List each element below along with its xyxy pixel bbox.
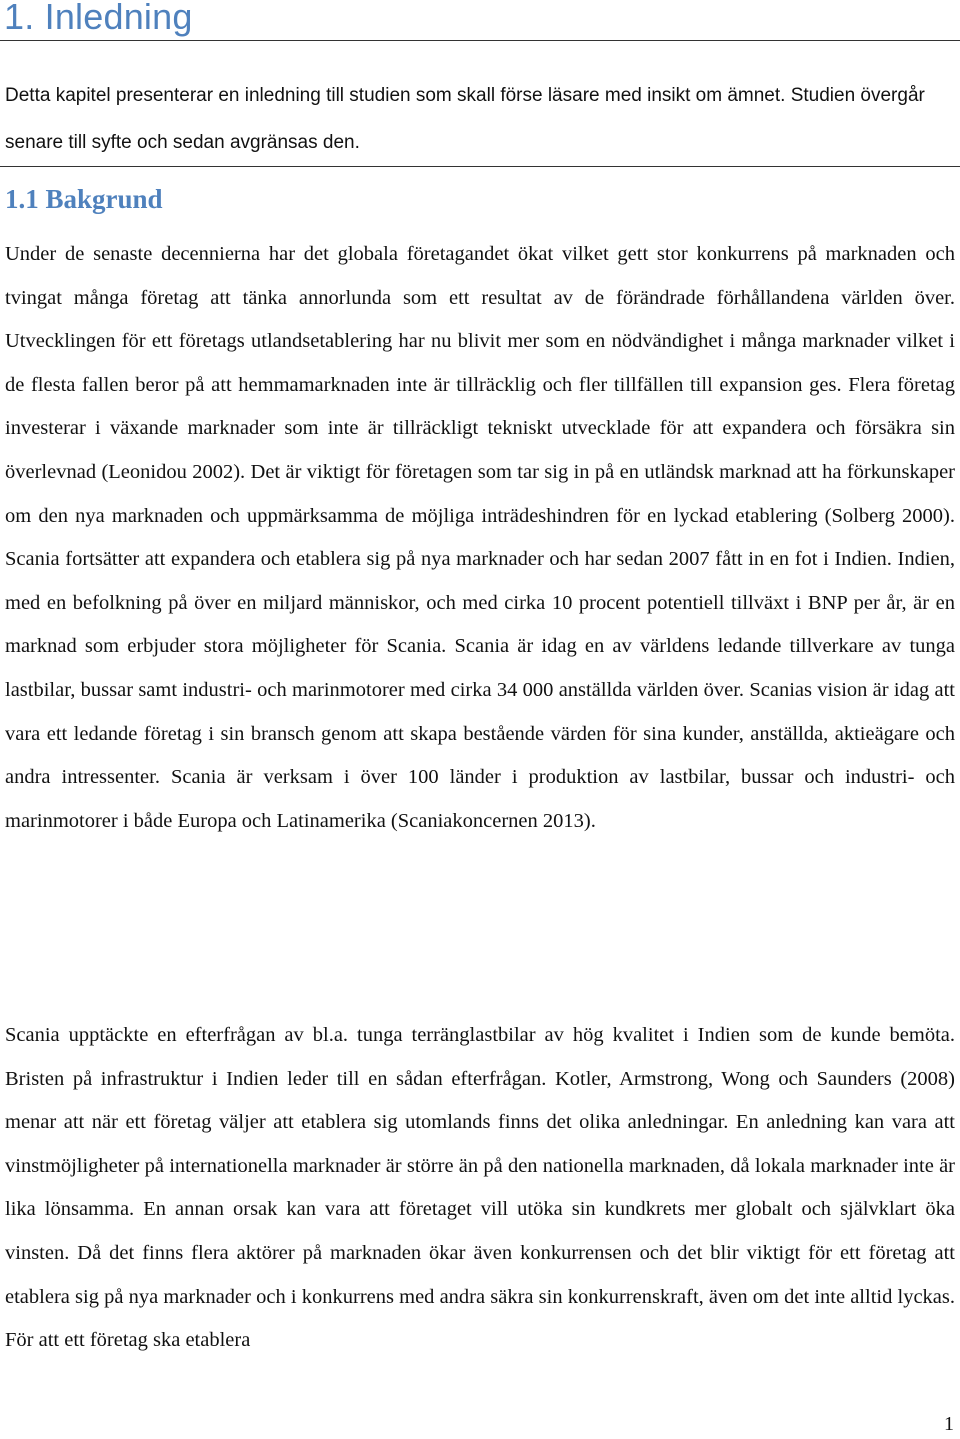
- body-paragraph-1: Under de senaste decennierna har det globala företagandet ökat vilket gett stor konkurrens på marknaden och tvingat många företag att tänka annorlunda som ett resultat av de förändrade förhållandena världen över. Utvecklingen för ett företags utlandsetablering har nu blivit mer som en nödvändighet i många marknader vilket i de flesta fallen beror på att hemmamarknaden inte är tillräcklig och fler tillfällen till expansion ges. Flera företag investerar i växande marknader som inte är tillräckligt tekniskt utvecklade för att expandera och försäkra sin överlevnad (Leonidou 2002). Det är viktigt för företagen som tar sig in på en utländsk marknad att ha förkunskaper om den nya marknaden och uppmärksamma de möjliga inträdeshindren för en lyckad etablering (Solberg 2000). Scania fortsätter att expandera och etablera sig på nya marknader och har sedan 2007 fått in en fot i Indien. Indien, med en befolkning på över en miljard människor, och med cirka 10 procent potentiell tillväxt i BNP per år, är en marknad som erbjuder stora möjligheter för Scania. Scania är idag en av världens ledande tillverkare av tunga lastbilar, bussar samt industri- och marinmotorer med cirka 34 000 anställda världen över. Scanias vision är idag att vara ett ledande företag i sin bransch genom att skapa bestående värden för sina kunder, anställda, aktieägare och andra intressenter. Scania är verksam i över 100 länder i produktion av lastbilar, bussar och industri- och marinmotorer i både Europa och Latinamerika (Scaniakoncernen 2013).: [5, 243, 955, 832]
- body-paragraph-2: Scania upptäckte en efterfrågan av bl.a. tunga terränglastbilar av hög kvalitet i Indien som de kunde bemöta. Bristen på infrastruktur i Indien leder till en sådan efterfrågan. Kotler, Armstrong, Wong och Saunders (2008) menar att när ett företag väljer att etablera sig utomlands finns det olika anledningar. En anledning kan vara att vinstmöjligheter på internationella marknader är större än på den nationella marknaden, då lokala marknader inte är lika lönsamma. En annan orsak kan vara att företaget vill utöka sin kundkrets mer globalt och självklart öka vinsten. Då det finns flera aktörer på marknaden ökar även konkurrensen och det blir viktigt för ett företag att etablera sig på nya marknader och i konkurrens med andra säkra sin konkurrenskraft, även om det inte alltid lyckas. För att ett företag ska etablera: [5, 1024, 955, 1352]
- bottom-divider: [0, 166, 960, 167]
- page-number: 1: [944, 1413, 954, 1435]
- section-heading: 1.1 Bakgrund: [5, 184, 163, 214]
- top-divider: [0, 40, 960, 41]
- chapter-intro: Detta kapitel presenterar en inledning till studien som skall förse läsare med insikt om ämnet. Studien övergår senare till syfte och sedan avgränsas den.: [5, 85, 925, 153]
- chapter-title: 1. Inledning: [4, 0, 193, 37]
